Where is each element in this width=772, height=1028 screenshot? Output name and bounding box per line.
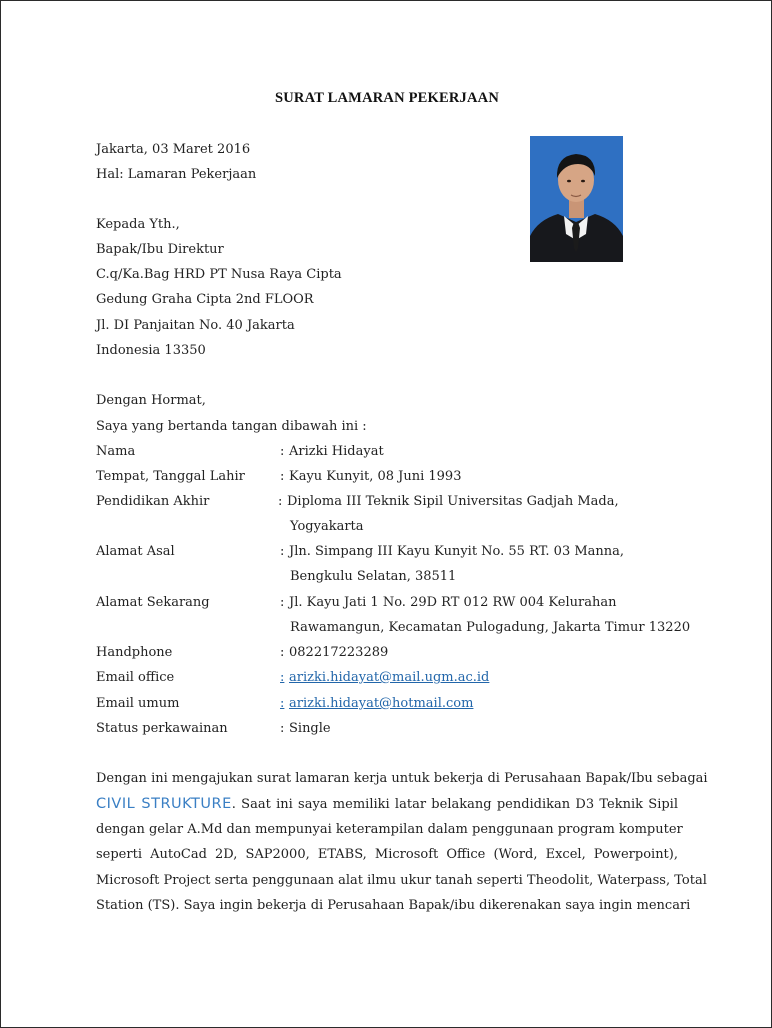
body-line-6: Station (TS). Saya ingin bekerja di Perusahaan Bapak/ibu dikerenakan saya ingin mencari xyxy=(96,898,691,913)
detail-colon: : xyxy=(280,645,285,660)
detail-colon: : xyxy=(278,494,283,509)
detail-colon: : xyxy=(280,469,285,484)
detail-label: Tempat, Tanggal Lahir xyxy=(96,469,245,484)
detail-label: Email office xyxy=(96,670,175,685)
subject-line: Hal: Lamaran Pekerjaan xyxy=(96,167,257,182)
detail-label: Alamat Sekarang xyxy=(96,595,210,610)
recipient-line-5: Jl. DI Panjaitan No. 40 Jakarta xyxy=(96,318,295,333)
letter-title: SURAT LAMARAN PEKERJAAN xyxy=(275,90,499,106)
detail-value-cont: Yogyakarta xyxy=(290,519,364,534)
body-line-2-rest: . Saat ini saya memiliki latar belakang pendidikan D3 Teknik Sipil xyxy=(231,797,679,812)
intro-line: Saya yang bertanda tangan dibawah ini : xyxy=(96,419,367,434)
detail-label: Nama xyxy=(96,444,136,459)
detail-label: Email umum xyxy=(96,696,180,711)
detail-colon: : xyxy=(280,721,285,736)
body-line-4: seperti AutoCad 2D, SAP2000, ETABS, Microsoft Office (Word, Excel, Powerpoint), xyxy=(96,847,678,862)
body-line-2 xyxy=(96,796,678,813)
body-line-5: Microsoft Project serta penggunaan alat ilmu ukur tanah seperti Theodolit, Waterpass, Total xyxy=(96,873,707,888)
detail-colon: : xyxy=(280,670,285,685)
position-highlight: CIVIL STRUKTURE xyxy=(96,796,232,812)
detail-value: 082217223289 xyxy=(289,645,389,660)
email-general-link[interactable]: arizki.hidayat@hotmail.com xyxy=(289,696,474,711)
detail-colon: : xyxy=(280,696,285,711)
recipient-line-1: Kepada Yth., xyxy=(96,217,180,232)
detail-colon: : xyxy=(280,444,285,459)
greeting: Dengan Hormat, xyxy=(96,393,206,408)
detail-colon: : xyxy=(280,595,285,610)
date-line: Jakarta, 03 Maret 2016 xyxy=(96,142,251,157)
detail-label: Handphone xyxy=(96,645,173,660)
body-line-1: Dengan ini mengajukan surat lamaran kerja untuk bekerja di Perusahaan Bapak/Ibu sebagai xyxy=(96,771,708,786)
detail-value: Single xyxy=(289,721,331,736)
detail-label: Alamat Asal xyxy=(96,544,175,559)
detail-value-cont: Rawamangun, Kecamatan Pulogadung, Jakarta Timur 13220 xyxy=(290,620,691,635)
email-office-link[interactable]: arizki.hidayat@mail.ugm.ac.id xyxy=(289,670,490,685)
detail-value: Jln. Simpang III Kayu Kunyit No. 55 RT. 03 Manna, xyxy=(289,544,625,559)
recipient-line-6: Indonesia 13350 xyxy=(96,343,206,358)
body-line-3: dengan gelar A.Md dan mempunyai keterampilan dalam penggunaan program komputer xyxy=(96,822,683,837)
recipient-line-4: Gedung Graha Cipta 2nd FLOOR xyxy=(96,292,314,307)
detail-label: Pendidikan Akhir xyxy=(96,494,210,509)
detail-value: Jl. Kayu Jati 1 No. 29D RT 012 RW 004 Kelurahan xyxy=(289,595,617,610)
detail-label: Status perkawainan xyxy=(96,721,228,736)
portrait-image xyxy=(530,136,623,262)
recipient-line-2: Bapak/Ibu Direktur xyxy=(96,242,224,257)
detail-value: Diploma III Teknik Sipil Universitas Gadjah Mada, xyxy=(287,494,619,509)
detail-value: Arizki Hidayat xyxy=(289,444,384,459)
detail-value-cont: Bengkulu Selatan, 38511 xyxy=(290,569,457,584)
detail-value: Kayu Kunyit, 08 Juni 1993 xyxy=(289,469,462,484)
applicant-photo xyxy=(530,136,623,262)
recipient-line-3: C.q/Ka.Bag HRD PT Nusa Raya Cipta xyxy=(96,267,342,282)
detail-colon: : xyxy=(280,544,285,559)
